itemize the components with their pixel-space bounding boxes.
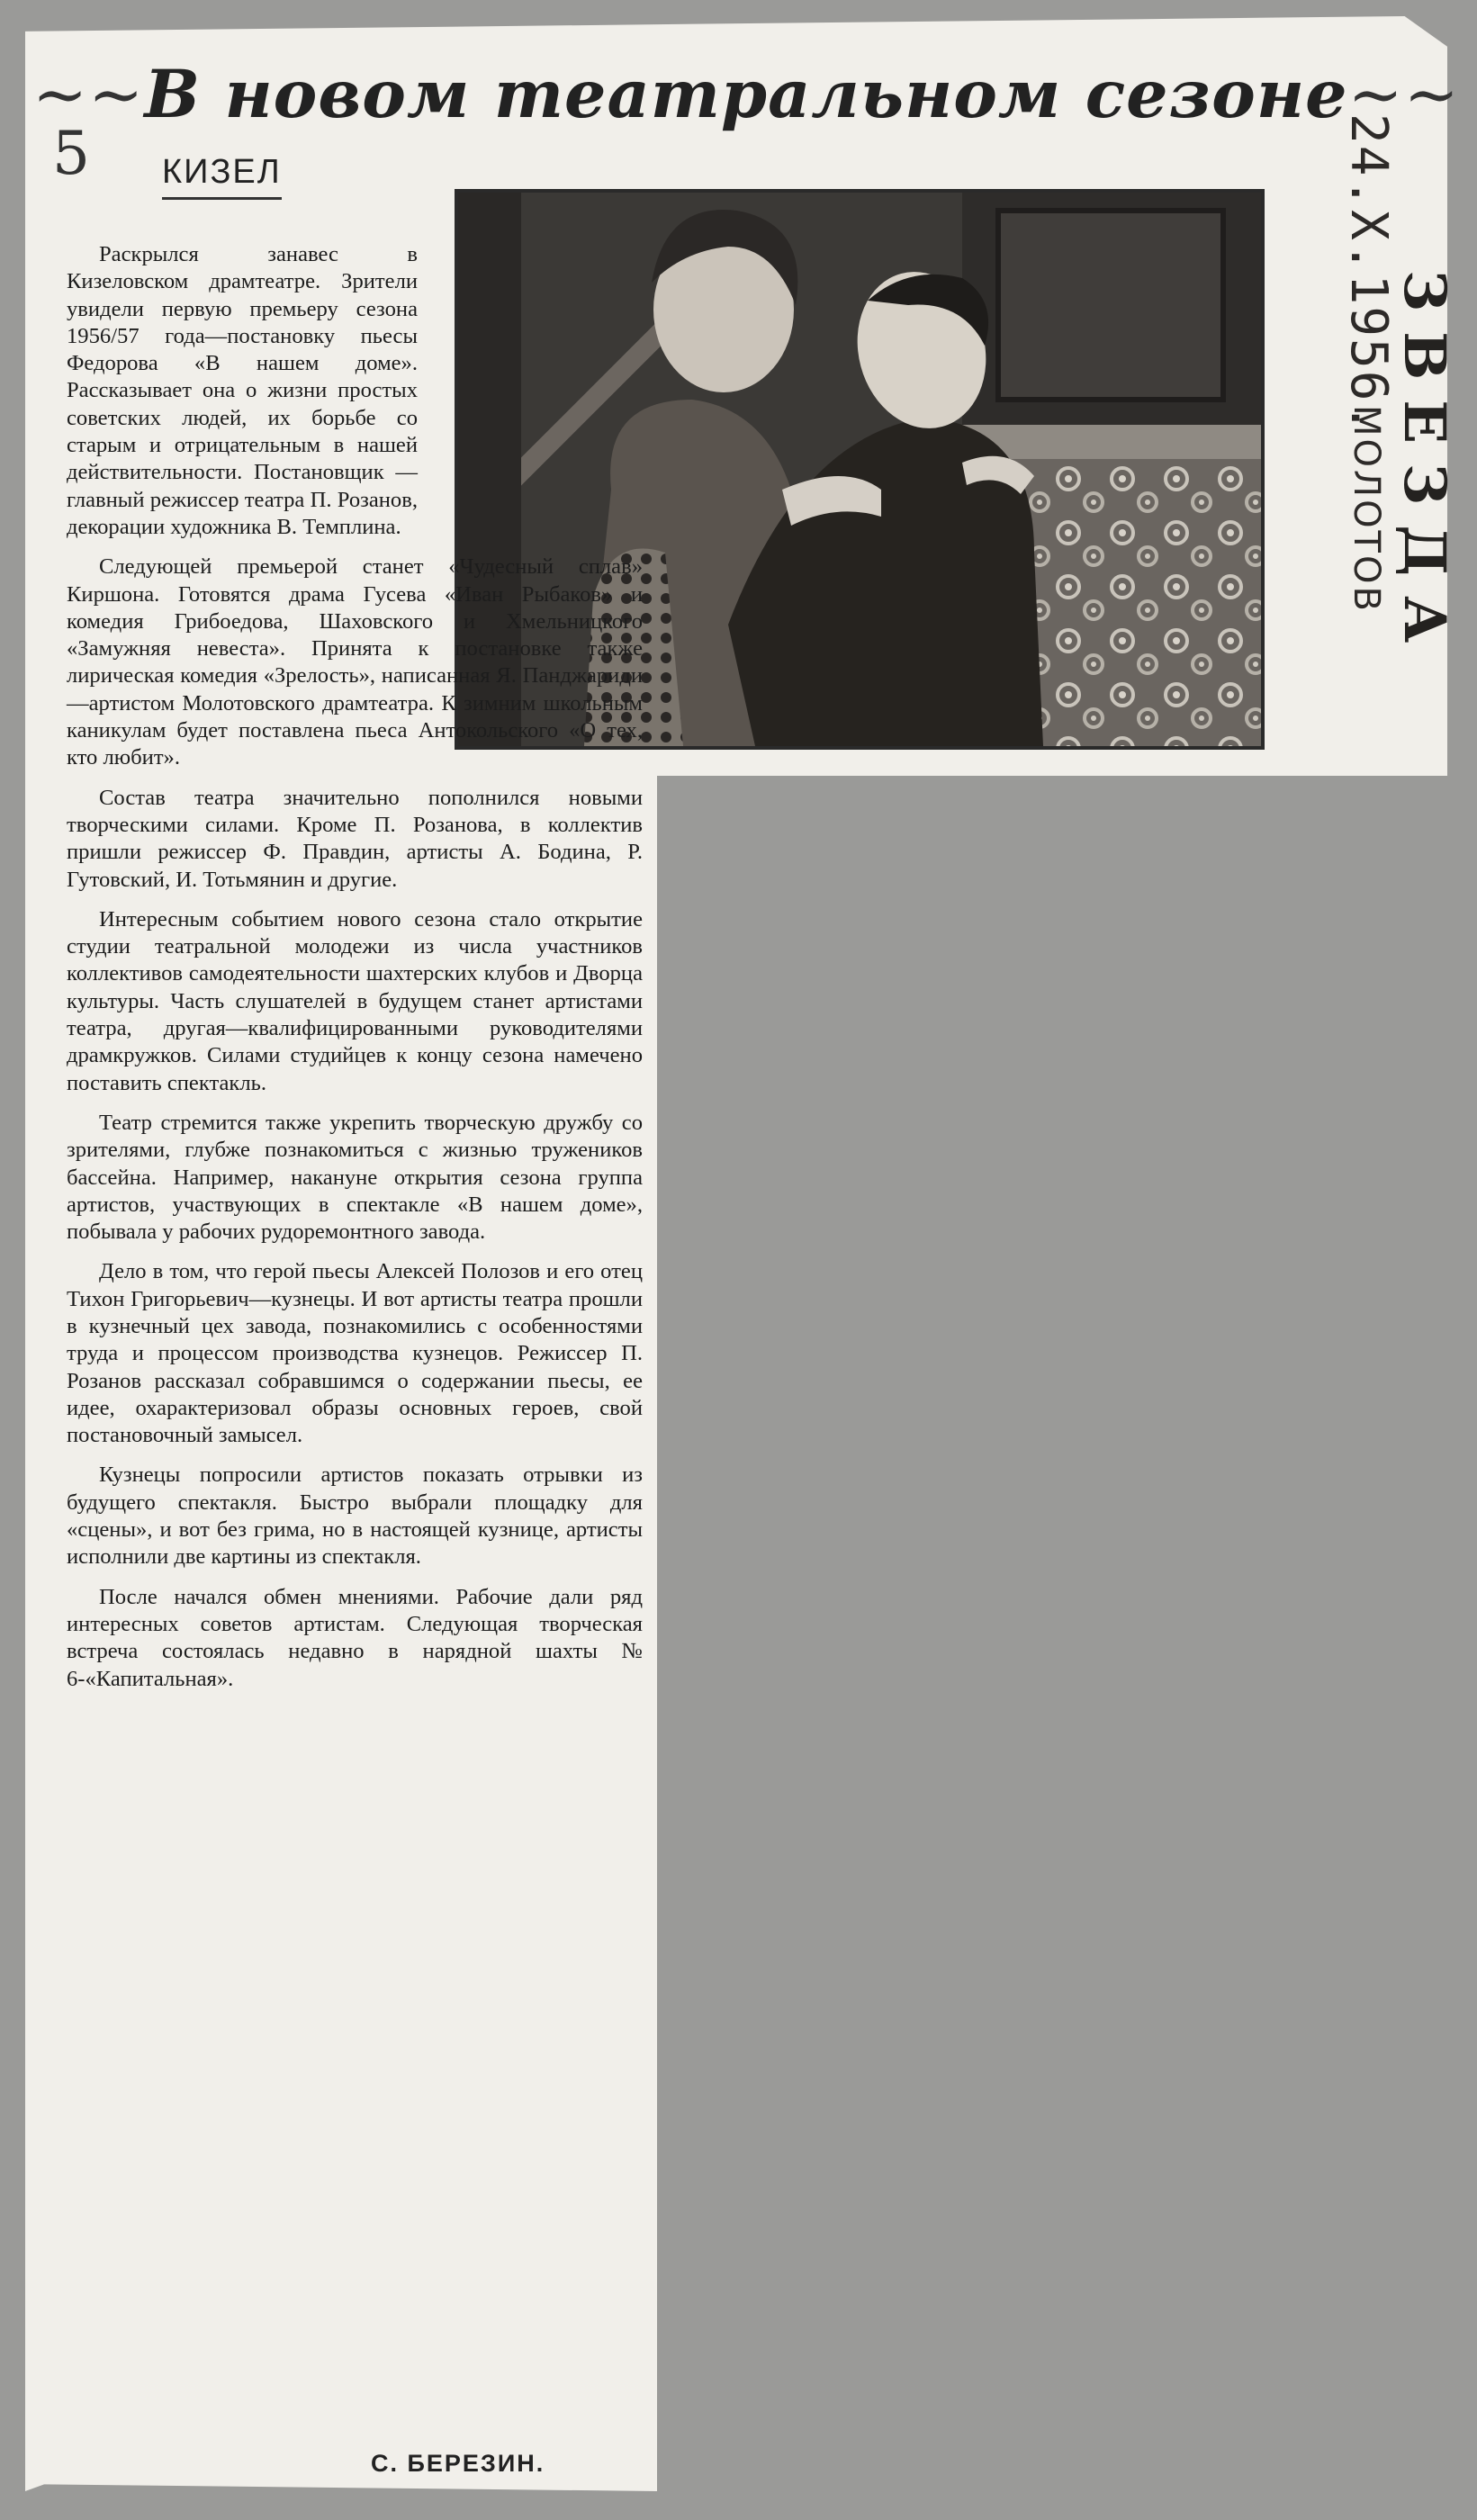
headline bbox=[32, 56, 1460, 133]
stamp-date: 24.X.1956. bbox=[1339, 113, 1398, 436]
article-paragraph: Раскрылся занавес в Кизеловском драмтеатре. Зрители увидели первую премьеру сезона 1956/57 года—постановку пьесы Федорова «В нашем доме». Рассказывает она о жизни простых советских людей, их борьбе со старым и отрицательным в нашей действительности. Постановщик — главный режиссер театра П. Розанов, декорации художника В. Темплина. bbox=[67, 242, 418, 539]
article-paragraph: Кузнецы попросили артистов показать отрывки из будущего спектакля. Быстро выбрали площадку для «сцены», и вот без грима, но в настоящей кузнице, артисты исполнили две картины из спектакля. bbox=[67, 1462, 643, 1570]
stamp-newspaper: ЗВЕЗДА bbox=[1391, 270, 1458, 663]
article-paragraph: Дело в том, что герой пьесы Алексей Полозов и его отец Тихон Григорьевич—кузнецы. И вот артисты театра прошли в кузнечный цех завода, познакомились с особенностями труда и процессом производства кузнецов. Режиссер П. Розанов рассказал собравшимся о содержании пьесы, ее идее, охарактеризовал образы основных героев, свой постановочный замысел. bbox=[67, 1259, 643, 1448]
margin-mark: 5 bbox=[52, 119, 90, 188]
article-paragraph: Интересным событием нового сезона стало открытие студии театральной молодежи из числа участников коллективов самодеятельности шахтерских клубов и Дворца культуры. Часть слушателей в будущем станет артистами театра, другая—квалифицированными руководителями драмкружков. Силами студийцев к концу сезона намечено поставить спектакль. bbox=[67, 906, 643, 1095]
article-paragraph: Состав театра значительно пополнился новыми творческими силами. Кроме П. Розанова, в коллектив пришли режиссер Ф. Правдин, артисты А. Бодина, Р. Гутовский, И. Тотьмянин и другие. bbox=[67, 785, 643, 892]
headline-ornament-left: ~~ bbox=[32, 57, 145, 133]
article-body bbox=[67, 241, 643, 1706]
author-signature: С. БЕРЕЗИН. bbox=[371, 2450, 545, 2477]
article-paragraph: После начался обмен мнениями. Рабочие дали ряд интересных советов артистам. Следующая творческая встреча состоялась недавно в нарядной шахты № 6-«Капитальная». bbox=[67, 1584, 643, 1691]
article-paragraph: Следующей премьерой станет «Чудесный сплав» Киршона. Готовятся драма Гусева «Иван Рыбаков» и комедия Грибоедова, Шаховского и Хмельницкого «Замужняя невеста». Принята к постановке также лирическая комедия «Зрелость», написанная Я. Панджариди—артистом Молотовского драмтеатра. К зимним школьным каникулам будет поставлена пьеса Антокольского «О тех, кто любит». bbox=[67, 554, 643, 770]
headline-ornament-right: ~~ bbox=[1347, 57, 1460, 133]
article-paragraph: Театр стремится также укрепить творческую дружбу со зрителями, глубже познакомиться с жизнью тружеников бассейна. Например, накануне открытия сезона группа артистов, участвующих в спектакле «В нашем доме», побывала у рабочих рудоремонтного завода. bbox=[67, 1110, 643, 1245]
headline-text: В новом театральном сезоне bbox=[144, 56, 1348, 133]
rubric-city: КИЗЕЛ bbox=[162, 153, 282, 200]
stamp-city: МОЛОТОВ bbox=[1346, 405, 1387, 614]
